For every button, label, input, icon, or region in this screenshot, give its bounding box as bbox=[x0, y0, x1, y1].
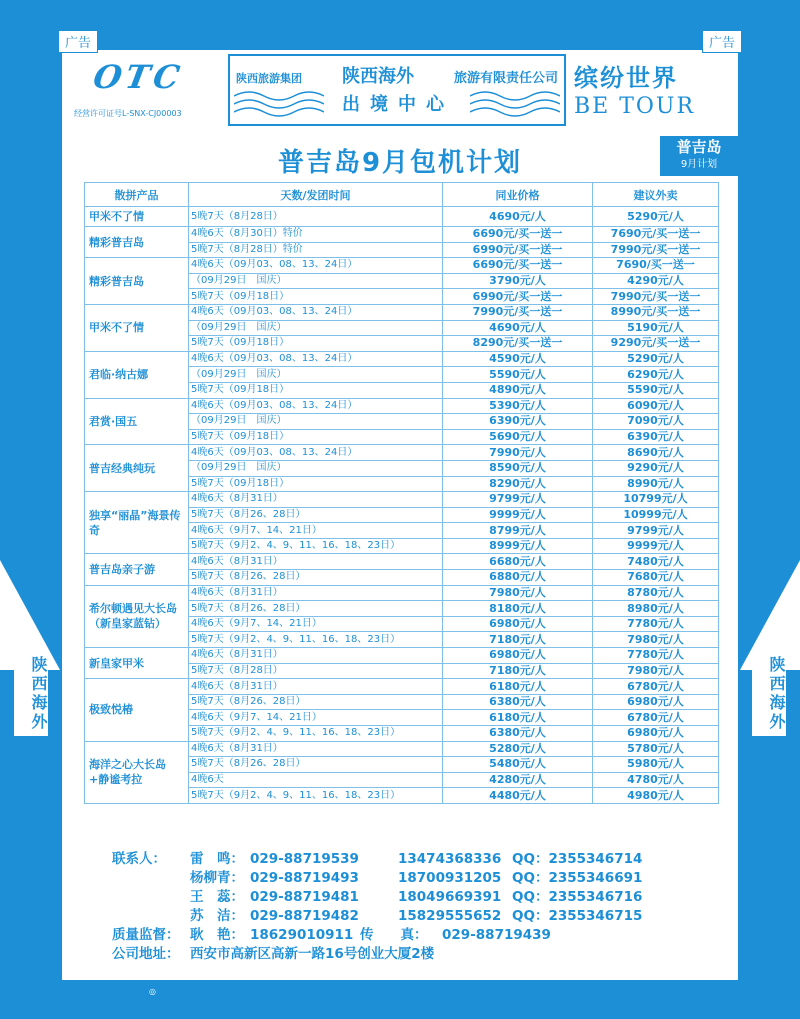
peer-price: 4590元/人 bbox=[443, 351, 593, 367]
quality-mobile: 18629010911 bbox=[250, 927, 354, 943]
badge-destination: 普吉岛 bbox=[676, 138, 722, 156]
peer-price: 6380元/人 bbox=[443, 726, 593, 742]
group-name: 陕西旅游集团 bbox=[236, 72, 302, 85]
page-number: 彩66 bbox=[64, 988, 85, 999]
departure-days: 4晚6天（8月31日） bbox=[189, 554, 443, 570]
departure-days: 4晚6天（8月31日） bbox=[189, 585, 443, 601]
departure-days: 5晚7天（09月18日） bbox=[189, 289, 443, 305]
side-label-right: 陕西海外 bbox=[752, 652, 786, 736]
table-row bbox=[85, 741, 719, 757]
website-link[interactable]: www.zyoo.com bbox=[238, 987, 306, 997]
outbound-center: 出境中心 bbox=[342, 94, 454, 115]
retail-price: 8690元/人 bbox=[593, 445, 719, 461]
retail-price: 7690/买一送一 bbox=[593, 258, 719, 274]
peer-price: 7990元/人 bbox=[443, 445, 593, 461]
product-name: 极致悦椿 bbox=[85, 679, 189, 741]
peer-price: 7180元/人 bbox=[443, 632, 593, 648]
departure-days: 5晚7天（09月18日） bbox=[189, 336, 443, 352]
retail-price: 5290元/人 bbox=[593, 207, 719, 227]
product-name: 君赏·国五 bbox=[85, 398, 189, 445]
departure-days: 5晚7天（09月18日） bbox=[189, 382, 443, 398]
page-header bbox=[62, 50, 738, 130]
retail-price: 8990元/买一送一 bbox=[593, 304, 719, 320]
departure-days: 4晚6天（8月30日）特价 bbox=[189, 227, 443, 243]
retail-price: 7480元/人 bbox=[593, 554, 719, 570]
address-label: 公司地址： bbox=[112, 946, 180, 962]
departure-days: 5晚7天（09月18日） bbox=[189, 476, 443, 492]
peer-price: 4480元/人 bbox=[443, 788, 593, 804]
departure-days: 4晚6天（8月31日） bbox=[189, 741, 443, 757]
ad-tag-left: 广告 bbox=[58, 30, 98, 53]
departure-days: 4晚6天（8月31日） bbox=[189, 648, 443, 664]
company-name-row bbox=[236, 62, 558, 88]
peer-price: 9799元/人 bbox=[443, 492, 593, 508]
retail-price: 6090元/人 bbox=[593, 398, 719, 414]
departure-days: 5晚7天（9月2、4、9、11、16、18、23日） bbox=[189, 632, 443, 648]
departure-days: 5晚7天（8月28日） bbox=[189, 207, 443, 227]
product-name: 精彩普吉岛 bbox=[85, 227, 189, 258]
product-name: 海洋之心大长岛+静谧考拉 bbox=[85, 741, 189, 803]
contact-mobile: 18049669391 bbox=[398, 889, 502, 905]
product-name: 甲米不了情 bbox=[85, 207, 189, 227]
retail-price: 4780元/人 bbox=[593, 772, 719, 788]
departure-days: （09月29日 国庆） bbox=[189, 273, 443, 289]
contact-phone: 029-88719482 bbox=[250, 908, 359, 924]
peer-price: 4690元/人 bbox=[443, 320, 593, 336]
retail-price: 6780元/人 bbox=[593, 679, 719, 695]
product-name: 甲米不了情 bbox=[85, 304, 189, 351]
contact-qq: QQ：2355346714 bbox=[512, 851, 643, 867]
page-title: 普吉岛9月包机计划 bbox=[277, 148, 523, 178]
peer-price: 6980元/人 bbox=[443, 616, 593, 632]
be-tour-chinese-logo: 缤纷世界 bbox=[574, 63, 678, 92]
contact-label bbox=[112, 907, 190, 926]
contact-label bbox=[112, 869, 190, 888]
retail-price: 8780元/人 bbox=[593, 585, 719, 601]
departure-days: 4晚6天（09月03、08、13、24日） bbox=[189, 445, 443, 461]
contact-list bbox=[112, 850, 712, 926]
retail-price: 7990元/买一送一 bbox=[593, 289, 719, 305]
contact-block bbox=[112, 850, 712, 964]
contact-name: 雷 鸣： bbox=[190, 851, 244, 867]
retail-price: 7980元/人 bbox=[593, 632, 719, 648]
peer-price: 6690元/买一送一 bbox=[443, 227, 593, 243]
col-header-days: 天数/发团时间 bbox=[189, 183, 443, 207]
col-header-retail-price: 建议外卖 bbox=[593, 183, 719, 207]
peer-price: 6180元/人 bbox=[443, 710, 593, 726]
departure-days: 4晚6天（09月03、08、13、24日） bbox=[189, 258, 443, 274]
peer-price: 4280元/人 bbox=[443, 772, 593, 788]
retail-price: 10999元/人 bbox=[593, 507, 719, 523]
retail-price: 7780元/人 bbox=[593, 616, 719, 632]
footer-logo-icon: ◎ bbox=[145, 985, 159, 999]
departure-days: 5晚7天（8月26、28日） bbox=[189, 757, 443, 773]
departure-days: 4晚6天（8月31日） bbox=[189, 492, 443, 508]
peer-price: 8180元/人 bbox=[443, 601, 593, 617]
contact-mobile: 13474368336 bbox=[398, 851, 502, 867]
retail-price: 10799元/人 bbox=[593, 492, 719, 508]
peer-price: 6390元/人 bbox=[443, 414, 593, 430]
departure-days: 4晚6天（09月03、08、13、24日） bbox=[189, 351, 443, 367]
retail-price: 9799元/人 bbox=[593, 523, 719, 539]
contact-phone: 029-88719493 bbox=[250, 870, 359, 886]
fax-label: 传 真： bbox=[360, 927, 428, 943]
table-body bbox=[85, 207, 719, 804]
departure-days: 5晚7天（8月26、28日） bbox=[189, 601, 443, 617]
retail-price: 4980元/人 bbox=[593, 788, 719, 804]
product-name: 君临·纳古娜 bbox=[85, 351, 189, 398]
retail-price: 9290元/人 bbox=[593, 460, 719, 476]
departure-days: 4晚6天（9月7、14、21日） bbox=[189, 616, 443, 632]
departure-days: 5晚7天（9月2、4、9、11、16、18、23日） bbox=[189, 538, 443, 554]
departure-days: 5晚7天（09月18日） bbox=[189, 429, 443, 445]
company-banner bbox=[228, 54, 566, 126]
blue-frame-right bbox=[740, 0, 800, 1019]
peer-price: 5390元/人 bbox=[443, 398, 593, 414]
retail-price: 9999元/人 bbox=[593, 538, 719, 554]
departure-days: （09月29日 国庆） bbox=[189, 414, 443, 430]
retail-price: 7690元/买一送一 bbox=[593, 227, 719, 243]
departure-days: （09月29日 国庆） bbox=[189, 320, 443, 336]
peer-price: 5480元/人 bbox=[443, 757, 593, 773]
peer-price: 7990元/买一送一 bbox=[443, 304, 593, 320]
welcome-text: 欢迎浏览电子版 bbox=[167, 988, 231, 999]
departure-days: 4晚6天（09月03、08、13、24日） bbox=[189, 304, 443, 320]
table-header-row bbox=[85, 183, 719, 207]
peer-price: 5280元/人 bbox=[443, 741, 593, 757]
retail-price: 7780元/人 bbox=[593, 648, 719, 664]
contact-name: 杨柳青： bbox=[190, 870, 244, 886]
contact-qq: QQ：2355346715 bbox=[512, 908, 643, 924]
peer-price: 5690元/人 bbox=[443, 429, 593, 445]
quality-row bbox=[112, 926, 712, 945]
table-row bbox=[85, 445, 719, 461]
quality-label: 质量监督： bbox=[112, 927, 180, 943]
departure-days: 5晚7天（8月26、28日） bbox=[189, 507, 443, 523]
product-name: 精彩普吉岛 bbox=[85, 258, 189, 305]
product-name: 希尔顿遇见大长岛（新皇家蓝钻） bbox=[85, 585, 189, 647]
company-suffix: 旅游有限责任公司 bbox=[453, 71, 558, 86]
page-footer bbox=[64, 983, 664, 1001]
otc-logo: OTC bbox=[90, 58, 187, 96]
table-row bbox=[85, 648, 719, 664]
departure-days: 4晚6天（8月31日） bbox=[189, 679, 443, 695]
quality-name: 耿 艳： bbox=[190, 927, 244, 943]
peer-price: 8290元/买一送一 bbox=[443, 336, 593, 352]
peer-price: 3790元/人 bbox=[443, 273, 593, 289]
peer-price: 4690元/人 bbox=[443, 207, 593, 227]
contact-phone: 029-88719539 bbox=[250, 851, 359, 867]
retail-price: 5290元/人 bbox=[593, 351, 719, 367]
departure-days: （09月29日 国庆） bbox=[189, 367, 443, 383]
retail-price: 5590元/人 bbox=[593, 382, 719, 398]
contact-label: 联系人： bbox=[112, 851, 166, 867]
retail-price: 7680元/人 bbox=[593, 570, 719, 586]
contact-mobile: 18700931205 bbox=[398, 870, 502, 886]
table-row bbox=[85, 585, 719, 601]
contact-name: 王 蕊： bbox=[190, 889, 244, 905]
col-header-peer-price: 同业价格 bbox=[443, 183, 593, 207]
contact-name: 苏 洁： bbox=[190, 908, 244, 924]
ad-tag-right: 广告 bbox=[702, 30, 742, 53]
col-header-product: 散拼产品 bbox=[85, 183, 189, 207]
retail-price: 5780元/人 bbox=[593, 741, 719, 757]
peer-price: 4890元/人 bbox=[443, 382, 593, 398]
retail-price: 7990元/买一送一 bbox=[593, 242, 719, 258]
departure-days: 5晚7天（8月28日）特价 bbox=[189, 242, 443, 258]
departure-days: 4晚6天（9月7、14、21日） bbox=[189, 523, 443, 539]
retail-price: 9290元/买一送一 bbox=[593, 336, 719, 352]
side-label-left: 陕西海外 bbox=[14, 652, 48, 736]
retail-price: 4290元/人 bbox=[593, 273, 719, 289]
brand-name: 陕西海外 bbox=[341, 66, 414, 87]
departure-days: 4晚6天 bbox=[189, 772, 443, 788]
peer-price: 6680元/人 bbox=[443, 554, 593, 570]
contact-phone: 029-88719481 bbox=[250, 889, 359, 905]
peer-price: 7980元/人 bbox=[443, 585, 593, 601]
peer-price: 8799元/人 bbox=[443, 523, 593, 539]
retail-price: 6980元/人 bbox=[593, 726, 719, 742]
retail-price: 8990元/人 bbox=[593, 476, 719, 492]
contact-qq: QQ：2355346691 bbox=[512, 870, 643, 886]
peer-price: 6990元/买一送一 bbox=[443, 289, 593, 305]
blue-frame-left bbox=[0, 0, 60, 1019]
table-row bbox=[85, 351, 719, 367]
departure-days: 5晚7天（9月2、4、9、11、16、18、23日） bbox=[189, 788, 443, 804]
contact-row bbox=[112, 850, 712, 869]
edition-name: 西北国际版 bbox=[92, 988, 138, 999]
peer-price: 6980元/人 bbox=[443, 648, 593, 664]
retail-price: 6780元/人 bbox=[593, 710, 719, 726]
peer-price: 6180元/人 bbox=[443, 679, 593, 695]
product-name: 普吉岛亲子游 bbox=[85, 554, 189, 585]
departure-days: 5晚7天（9月2、4、9、11、16、18、23日） bbox=[189, 726, 443, 742]
product-name: 独享“丽晶”海景传奇 bbox=[85, 492, 189, 554]
table-row bbox=[85, 227, 719, 243]
retail-price: 7090元/人 bbox=[593, 414, 719, 430]
peer-price: 8290元/人 bbox=[443, 476, 593, 492]
table-row bbox=[85, 554, 719, 570]
table-row bbox=[85, 492, 719, 508]
peer-price: 7180元/人 bbox=[443, 663, 593, 679]
retail-price: 5980元/人 bbox=[593, 757, 719, 773]
peer-price: 8999元/人 bbox=[443, 538, 593, 554]
address-text: 西安市高新区高新一路16号创业大厦2楼 bbox=[190, 946, 435, 962]
departure-days: 4晚6天（9月7、14、21日） bbox=[189, 710, 443, 726]
departure-days: 5晚7天（8月28日） bbox=[189, 663, 443, 679]
table-row bbox=[85, 398, 719, 414]
license-number: 经营许可证号L-SNX-CJ00003 bbox=[74, 109, 182, 118]
address-row bbox=[112, 945, 712, 964]
retail-price: 6290元/人 bbox=[593, 367, 719, 383]
price-table bbox=[84, 182, 719, 804]
departure-days: 4晚6天（09月03、08、13、24日） bbox=[189, 398, 443, 414]
departure-days: （09月29日 国庆） bbox=[189, 460, 443, 476]
contact-row bbox=[112, 869, 712, 888]
departure-days: 5晚7天（8月26、28日） bbox=[189, 570, 443, 586]
peer-price: 9999元/人 bbox=[443, 507, 593, 523]
retail-price: 6390元/人 bbox=[593, 429, 719, 445]
table-row bbox=[85, 207, 719, 227]
peer-price: 5590元/人 bbox=[443, 367, 593, 383]
fax-number: 029-88719439 bbox=[442, 927, 551, 943]
badge-plan: 9月计划 bbox=[680, 159, 718, 170]
retail-price: 6980元/人 bbox=[593, 694, 719, 710]
contact-mobile: 15829555652 bbox=[398, 908, 502, 924]
peer-price: 8590元/人 bbox=[443, 460, 593, 476]
peer-price: 6380元/人 bbox=[443, 694, 593, 710]
destination-badge bbox=[660, 136, 738, 176]
retail-price: 7980元/人 bbox=[593, 663, 719, 679]
retail-price: 5190元/人 bbox=[593, 320, 719, 336]
contact-label bbox=[112, 888, 190, 907]
contact-row bbox=[112, 888, 712, 907]
table-row bbox=[85, 679, 719, 695]
peer-price: 6990元/买一送一 bbox=[443, 242, 593, 258]
be-tour-english-logo: BE TOUR bbox=[574, 94, 696, 119]
retail-price: 8980元/人 bbox=[593, 601, 719, 617]
contact-qq: QQ：2355346716 bbox=[512, 889, 643, 905]
table-row bbox=[85, 258, 719, 274]
product-name: 新皇家甲米 bbox=[85, 648, 189, 679]
peer-price: 6690元/买一送一 bbox=[443, 258, 593, 274]
contact-row bbox=[112, 907, 712, 926]
table-row bbox=[85, 304, 719, 320]
product-name: 普吉经典纯玩 bbox=[85, 445, 189, 492]
departure-days: 5晚7天（8月26、28日） bbox=[189, 694, 443, 710]
peer-price: 6880元/人 bbox=[443, 570, 593, 586]
